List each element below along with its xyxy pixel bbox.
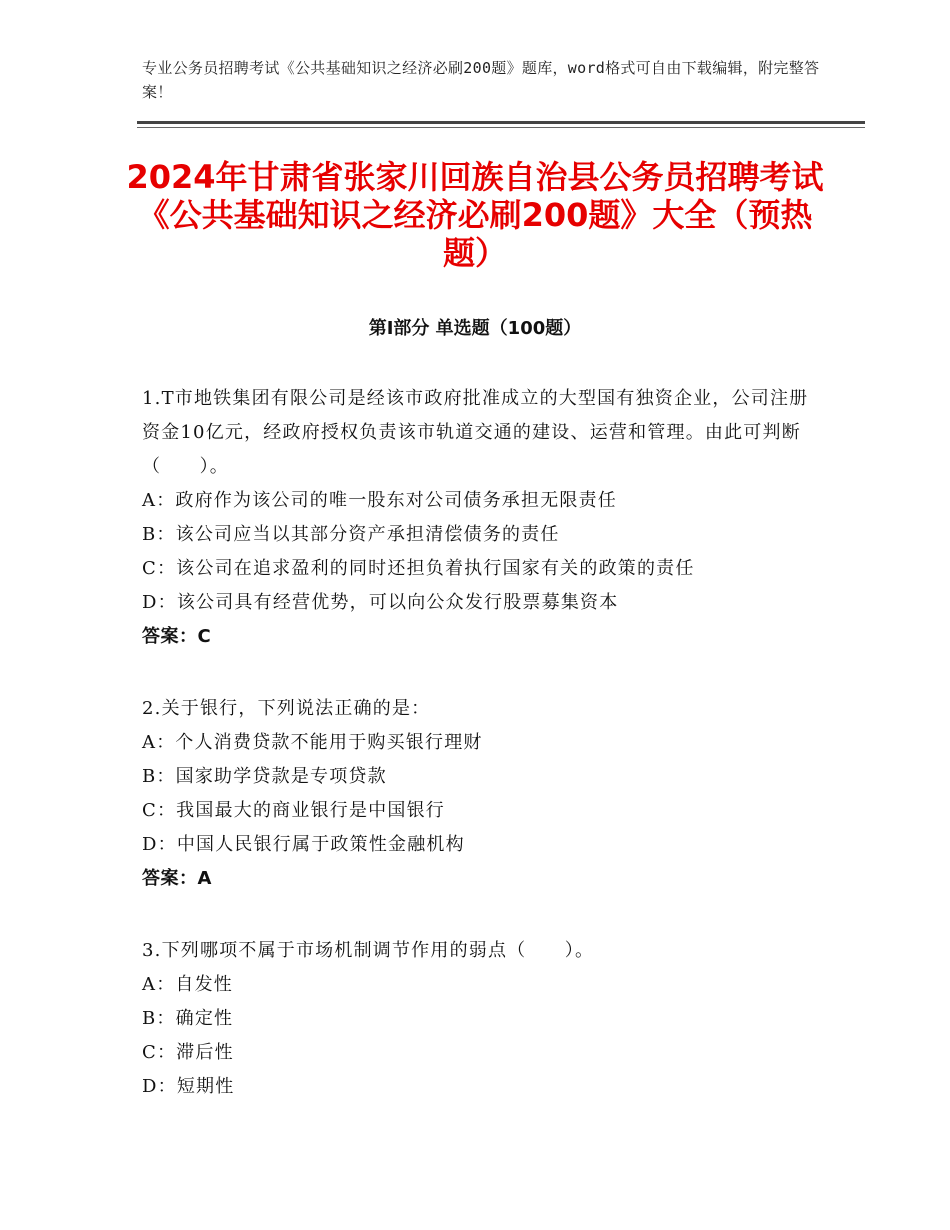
option-b: B：国家助学贷款是专项贷款 xyxy=(142,766,387,787)
option-c: C：该公司在追求盈利的同时还担负着执行国家有关的政策的责任 xyxy=(142,558,695,579)
option-c: C：滞后性 xyxy=(142,1042,234,1063)
option-b: B：确定性 xyxy=(142,1008,234,1029)
question-3 xyxy=(142,934,822,1104)
section-heading: 第Ⅰ部分 单选题（100题） xyxy=(368,318,582,339)
option-c: C：我国最大的商业银行是中国银行 xyxy=(142,800,445,821)
option-d: D：中国人民银行属于政策性金融机构 xyxy=(142,834,465,855)
question-list xyxy=(142,382,822,1142)
option-a: A：自发性 xyxy=(142,974,233,995)
answer-label: 答案：A xyxy=(142,868,212,889)
option-d: D：短期性 xyxy=(142,1076,235,1097)
question-stem: 3.下列哪项不属于市场机制调节作用的弱点（ ）。 xyxy=(142,940,595,961)
answer-label: 答案：C xyxy=(142,626,212,647)
question-stem: 1.T市地铁集团有限公司是经该市政府批准成立的大型国有独资企业，公司注册资金10亿元，经政府授权负责该市轨道交通的建设、运营和管理。由此可判断（ ）。 xyxy=(142,388,809,477)
question-stem: 2.关于银行，下列说法正确的是： xyxy=(142,698,431,719)
header-divider-thick xyxy=(137,121,865,124)
header-note: 专业公务员招聘考试《公共基础知识之经济必刷200题》题库，word格式可自由下载编辑，附完整答案！ xyxy=(142,59,820,101)
question-1 xyxy=(142,382,822,654)
option-a: A：政府作为该公司的唯一股东对公司债务承担无限责任 xyxy=(142,490,617,511)
question-2 xyxy=(142,692,822,896)
header-divider-thin xyxy=(137,127,865,128)
option-d: D：该公司具有经营优势，可以向公众发行股票募集资本 xyxy=(142,592,619,613)
option-a: A：个人消费贷款不能用于购买银行理财 xyxy=(142,732,483,753)
option-b: B：该公司应当以其部分资产承担清偿债务的责任 xyxy=(142,524,560,545)
document-title: 2024年甘肃省张家川回族自治县公务员招聘考试《公共基础知识之经济必刷200题》大全（预热题） xyxy=(126,158,824,272)
